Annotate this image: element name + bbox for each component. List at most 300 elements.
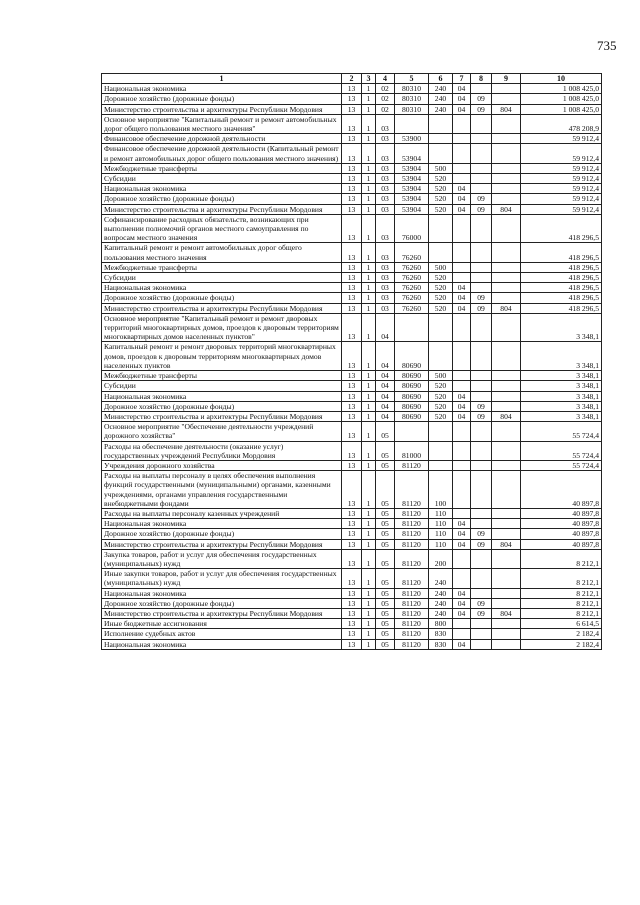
code-cell: 1 (362, 243, 376, 262)
code-cell (492, 114, 521, 133)
row-label-cell: Межбюджетные трансферты (102, 163, 342, 173)
table-row (102, 422, 602, 441)
table-row (102, 174, 602, 184)
code-cell: 03 (376, 293, 395, 303)
code-cell: 520 (429, 283, 453, 293)
code-cell (453, 174, 471, 184)
amount-cell: 3 348,1 (521, 391, 602, 401)
row-label-cell: Национальная экономика (102, 391, 342, 401)
code-cell: 81120 (395, 619, 429, 629)
code-cell (471, 174, 492, 184)
code-cell (492, 381, 521, 391)
code-cell (429, 214, 453, 243)
code-cell: 1 (362, 588, 376, 598)
code-cell: 53904 (395, 144, 429, 163)
code-cell (492, 214, 521, 243)
table-row (102, 204, 602, 214)
code-cell (492, 174, 521, 184)
code-cell: 80310 (395, 104, 429, 114)
code-cell: 76260 (395, 273, 429, 283)
code-cell (471, 262, 492, 272)
header-cell: 1 (102, 74, 342, 84)
code-cell: 804 (492, 539, 521, 549)
code-cell: 1 (362, 441, 376, 460)
code-cell: 1 (362, 174, 376, 184)
code-cell: 03 (376, 214, 395, 243)
code-cell (395, 313, 429, 342)
code-cell (471, 422, 492, 441)
row-label-cell: Министерство строительства и архитектуры Республики Мордовия (102, 411, 342, 421)
code-cell: 05 (376, 539, 395, 549)
code-cell: 830 (429, 639, 453, 649)
code-cell: 09 (471, 104, 492, 114)
table-row (102, 471, 602, 509)
amount-cell: 40 897,8 (521, 519, 602, 529)
row-label-cell: Капитальный ремонт и ремонт дворовых территорий многоквартирных домов, проездов к дворовым территориям многоквартирных домов населенных пунктов (102, 342, 342, 371)
table-row (102, 273, 602, 283)
amount-cell: 6 614,5 (521, 619, 602, 629)
code-cell: 76260 (395, 303, 429, 313)
code-cell (453, 371, 471, 381)
table-row (102, 529, 602, 539)
code-cell: 03 (376, 134, 395, 144)
code-cell: 04 (453, 293, 471, 303)
code-cell: 13 (342, 588, 362, 598)
code-cell (492, 134, 521, 144)
row-label-cell: Расходы на выплаты персоналу в целях обеспечения выполнения функций государственными (муниципальными) органами, казенными учреждениями, органами управления государственными внебюджетными фондами (102, 471, 342, 509)
table-row (102, 411, 602, 421)
code-cell: 13 (342, 441, 362, 460)
code-cell (471, 371, 492, 381)
code-cell: 13 (342, 293, 362, 303)
code-cell: 80690 (395, 381, 429, 391)
code-cell (492, 283, 521, 293)
table-row (102, 460, 602, 470)
code-cell: 80690 (395, 371, 429, 381)
code-cell (453, 144, 471, 163)
table-row (102, 539, 602, 549)
table-row (102, 569, 602, 588)
code-cell: 09 (471, 401, 492, 411)
row-label-cell: Министерство строительства и архитектуры Республики Мордовия (102, 204, 342, 214)
code-cell (492, 243, 521, 262)
table-row (102, 401, 602, 411)
code-cell: 500 (429, 371, 453, 381)
code-cell (453, 214, 471, 243)
code-cell: 81120 (395, 569, 429, 588)
code-cell: 53904 (395, 194, 429, 204)
code-cell: 05 (376, 639, 395, 649)
code-cell (492, 471, 521, 509)
row-label-cell: Дорожное хозяйство (дорожные фонды) (102, 293, 342, 303)
row-label-cell: Национальная экономика (102, 283, 342, 293)
code-cell: 09 (471, 411, 492, 421)
code-cell (453, 313, 471, 342)
code-cell: 81120 (395, 460, 429, 470)
amount-cell: 3 348,1 (521, 411, 602, 421)
code-cell (471, 283, 492, 293)
code-cell: 1 (362, 598, 376, 608)
code-cell: 1 (362, 608, 376, 618)
code-cell (492, 262, 521, 272)
code-cell: 520 (429, 194, 453, 204)
row-label-cell: Министерство строительства и архитектуры Республики Мордовия (102, 303, 342, 313)
code-cell: 04 (453, 401, 471, 411)
amount-cell: 2 182,4 (521, 639, 602, 649)
code-cell: 05 (376, 441, 395, 460)
code-cell (395, 422, 429, 441)
code-cell: 76260 (395, 283, 429, 293)
code-cell (492, 549, 521, 568)
budget-table (101, 73, 602, 650)
amount-cell: 418 296,5 (521, 243, 602, 262)
code-cell: 53904 (395, 184, 429, 194)
code-cell: 13 (342, 273, 362, 283)
code-cell (492, 508, 521, 518)
row-label-cell: Расходы на выплаты персоналу казенных учреждений (102, 508, 342, 518)
row-label-cell: Софинансирование расходных обязательств, возникающих при выполнении полномочий органов местного самоуправления по вопросам местного значения (102, 214, 342, 243)
code-cell: 1 (362, 569, 376, 588)
table-row (102, 163, 602, 173)
table-row (102, 549, 602, 568)
code-cell: 81120 (395, 471, 429, 509)
code-cell: 13 (342, 508, 362, 518)
amount-cell: 59 912,4 (521, 134, 602, 144)
code-cell: 53900 (395, 134, 429, 144)
code-cell (492, 144, 521, 163)
header-cell: 2 (342, 74, 362, 84)
code-cell: 81120 (395, 519, 429, 529)
code-cell: 520 (429, 273, 453, 283)
row-label-cell: Субсидии (102, 381, 342, 391)
page-number: 735 (597, 38, 617, 53)
code-cell: 13 (342, 134, 362, 144)
code-cell: 81120 (395, 508, 429, 518)
code-cell (492, 619, 521, 629)
code-cell: 520 (429, 303, 453, 313)
code-cell: 13 (342, 342, 362, 371)
header-cell: 5 (395, 74, 429, 84)
amount-cell: 418 296,5 (521, 303, 602, 313)
code-cell: 81120 (395, 629, 429, 639)
table-row (102, 313, 602, 342)
code-cell: 13 (342, 243, 362, 262)
code-cell: 04 (376, 371, 395, 381)
code-cell: 81120 (395, 639, 429, 649)
table-row (102, 293, 602, 303)
code-cell (492, 598, 521, 608)
code-cell: 04 (376, 342, 395, 371)
code-cell (492, 163, 521, 173)
code-cell: 1 (362, 273, 376, 283)
code-cell: 04 (453, 411, 471, 421)
code-cell (492, 639, 521, 649)
code-cell (471, 144, 492, 163)
code-cell (429, 460, 453, 470)
code-cell: 05 (376, 529, 395, 539)
code-cell: 13 (342, 401, 362, 411)
code-cell (492, 588, 521, 598)
code-cell: 76260 (395, 262, 429, 272)
code-cell: 13 (342, 262, 362, 272)
code-cell: 1 (362, 508, 376, 518)
row-label-cell: Финансовое обеспечение дорожной деятельности (102, 134, 342, 144)
code-cell: 04 (453, 519, 471, 529)
code-cell: 1 (362, 342, 376, 371)
code-cell: 13 (342, 629, 362, 639)
code-cell: 1 (362, 549, 376, 568)
code-cell: 04 (453, 639, 471, 649)
table-row (102, 84, 602, 94)
code-cell: 09 (471, 194, 492, 204)
code-cell (471, 381, 492, 391)
code-cell: 03 (376, 114, 395, 133)
code-cell: 81120 (395, 608, 429, 618)
table-header-row (102, 74, 602, 84)
code-cell: 05 (376, 608, 395, 618)
code-cell (429, 114, 453, 133)
code-cell: 80310 (395, 84, 429, 94)
code-cell: 05 (376, 588, 395, 598)
amount-cell: 59 912,4 (521, 174, 602, 184)
code-cell (471, 460, 492, 470)
row-label-cell: Национальная экономика (102, 588, 342, 598)
code-cell (453, 163, 471, 173)
row-label-cell: Основное мероприятие "Обеспечение деятельности учреждений дорожного хозяйства" (102, 422, 342, 441)
code-cell: 1 (362, 471, 376, 509)
code-cell: 04 (376, 381, 395, 391)
code-cell: 13 (342, 144, 362, 163)
code-cell (471, 508, 492, 518)
code-cell: 04 (453, 588, 471, 598)
amount-cell: 59 912,4 (521, 163, 602, 173)
code-cell (471, 629, 492, 639)
amount-cell: 418 296,5 (521, 273, 602, 283)
table-row (102, 441, 602, 460)
code-cell: 13 (342, 94, 362, 104)
code-cell: 09 (471, 293, 492, 303)
code-cell: 80690 (395, 342, 429, 371)
table-row (102, 114, 602, 133)
code-cell: 04 (453, 194, 471, 204)
code-cell: 1 (362, 134, 376, 144)
code-cell: 240 (429, 84, 453, 94)
code-cell: 13 (342, 381, 362, 391)
code-cell: 1 (362, 204, 376, 214)
code-cell: 240 (429, 598, 453, 608)
code-cell: 03 (376, 144, 395, 163)
code-cell: 1 (362, 293, 376, 303)
table-row (102, 508, 602, 518)
code-cell: 110 (429, 519, 453, 529)
code-cell (453, 381, 471, 391)
code-cell (471, 243, 492, 262)
table-row (102, 381, 602, 391)
code-cell: 53904 (395, 204, 429, 214)
amount-cell: 3 348,1 (521, 313, 602, 342)
code-cell: 804 (492, 204, 521, 214)
code-cell (492, 342, 521, 371)
code-cell: 02 (376, 104, 395, 114)
code-cell (429, 342, 453, 371)
amount-cell: 40 897,8 (521, 539, 602, 549)
row-label-cell: Национальная экономика (102, 519, 342, 529)
code-cell (492, 441, 521, 460)
code-cell: 53904 (395, 163, 429, 173)
code-cell: 1 (362, 539, 376, 549)
code-cell: 03 (376, 283, 395, 293)
code-cell: 13 (342, 391, 362, 401)
code-cell (492, 84, 521, 94)
code-cell: 1 (362, 529, 376, 539)
code-cell: 04 (453, 608, 471, 618)
code-cell (492, 391, 521, 401)
code-cell: 13 (342, 214, 362, 243)
code-cell: 1 (362, 114, 376, 133)
table-row (102, 134, 602, 144)
amount-cell: 40 897,8 (521, 508, 602, 518)
code-cell: 520 (429, 293, 453, 303)
header-cell: 6 (429, 74, 453, 84)
code-cell: 1 (362, 303, 376, 313)
code-cell: 05 (376, 422, 395, 441)
code-cell: 04 (453, 283, 471, 293)
amount-cell: 55 724,4 (521, 460, 602, 470)
code-cell (453, 460, 471, 470)
amount-cell: 418 296,5 (521, 293, 602, 303)
code-cell: 09 (471, 539, 492, 549)
code-cell: 800 (429, 619, 453, 629)
code-cell: 05 (376, 471, 395, 509)
code-cell: 53904 (395, 174, 429, 184)
code-cell: 520 (429, 184, 453, 194)
amount-cell: 418 296,5 (521, 214, 602, 243)
row-label-cell: Иные бюджетные ассигнования (102, 619, 342, 629)
code-cell: 1 (362, 262, 376, 272)
code-cell: 13 (342, 639, 362, 649)
code-cell (471, 391, 492, 401)
code-cell: 03 (376, 243, 395, 262)
code-cell: 03 (376, 163, 395, 173)
code-cell (429, 441, 453, 460)
code-cell: 100 (429, 471, 453, 509)
code-cell (471, 273, 492, 283)
row-label-cell: Исполнение судебных актов (102, 629, 342, 639)
code-cell: 1 (362, 283, 376, 293)
row-label-cell: Основное мероприятие "Капитальный ремонт и ремонт дворовых территорий многоквартирных домов, проездов к дворовым территориям многоквартирных домов населенных пунктов" (102, 313, 342, 342)
table-row (102, 243, 602, 262)
code-cell: 04 (453, 104, 471, 114)
code-cell: 13 (342, 204, 362, 214)
code-cell: 81120 (395, 549, 429, 568)
row-label-cell: Министерство строительства и архитектуры Республики Мордовия (102, 539, 342, 549)
code-cell: 81120 (395, 539, 429, 549)
code-cell (453, 471, 471, 509)
amount-cell: 55 724,4 (521, 441, 602, 460)
code-cell (453, 508, 471, 518)
code-cell: 1 (362, 144, 376, 163)
code-cell (453, 114, 471, 133)
code-cell (492, 184, 521, 194)
code-cell (429, 134, 453, 144)
table-row (102, 342, 602, 371)
code-cell: 80690 (395, 411, 429, 421)
code-cell (471, 184, 492, 194)
code-cell: 04 (453, 539, 471, 549)
code-cell: 110 (429, 529, 453, 539)
code-cell: 804 (492, 303, 521, 313)
row-label-cell: Министерство строительства и архитектуры Республики Мордовия (102, 608, 342, 618)
code-cell: 830 (429, 629, 453, 639)
table-row (102, 94, 602, 104)
code-cell: 05 (376, 598, 395, 608)
code-cell: 500 (429, 163, 453, 173)
code-cell: 81000 (395, 441, 429, 460)
code-cell: 09 (471, 529, 492, 539)
code-cell: 03 (376, 184, 395, 194)
code-cell: 13 (342, 411, 362, 421)
table-row (102, 598, 602, 608)
code-cell: 04 (453, 529, 471, 539)
code-cell (471, 114, 492, 133)
amount-cell: 8 212,1 (521, 608, 602, 618)
code-cell: 1 (362, 184, 376, 194)
code-cell (453, 422, 471, 441)
table-row (102, 519, 602, 529)
code-cell (492, 293, 521, 303)
code-cell: 1 (362, 411, 376, 421)
code-cell: 13 (342, 174, 362, 184)
code-cell: 240 (429, 104, 453, 114)
row-label-cell: Дорожное хозяйство (дорожные фонды) (102, 94, 342, 104)
code-cell (471, 163, 492, 173)
code-cell: 05 (376, 569, 395, 588)
code-cell (471, 588, 492, 598)
code-cell (453, 342, 471, 371)
code-cell: 1 (362, 194, 376, 204)
code-cell (453, 569, 471, 588)
table-row (102, 283, 602, 293)
code-cell: 1 (362, 422, 376, 441)
row-label-cell: Дорожное хозяйство (дорожные фонды) (102, 194, 342, 204)
code-cell: 13 (342, 619, 362, 629)
code-cell: 520 (429, 401, 453, 411)
code-cell: 13 (342, 598, 362, 608)
table-row (102, 629, 602, 639)
code-cell: 13 (342, 303, 362, 313)
code-cell (453, 134, 471, 144)
amount-cell: 3 348,1 (521, 371, 602, 381)
code-cell (429, 144, 453, 163)
code-cell: 1 (362, 371, 376, 381)
code-cell: 1 (362, 460, 376, 470)
code-cell (471, 441, 492, 460)
code-cell: 804 (492, 608, 521, 618)
code-cell: 240 (429, 608, 453, 618)
code-cell (492, 194, 521, 204)
code-cell: 80310 (395, 94, 429, 104)
code-cell: 81120 (395, 529, 429, 539)
code-cell (492, 569, 521, 588)
code-cell (395, 114, 429, 133)
row-label-cell: Финансовое обеспечение дорожной деятельности (Капитальный ремонт и ремонт автомобильных дорог общего пользования местного значения) (102, 144, 342, 163)
amount-cell: 59 912,4 (521, 194, 602, 204)
code-cell: 1 (362, 84, 376, 94)
header-cell: 3 (362, 74, 376, 84)
table-row (102, 588, 602, 598)
table-row (102, 303, 602, 313)
code-cell (492, 519, 521, 529)
